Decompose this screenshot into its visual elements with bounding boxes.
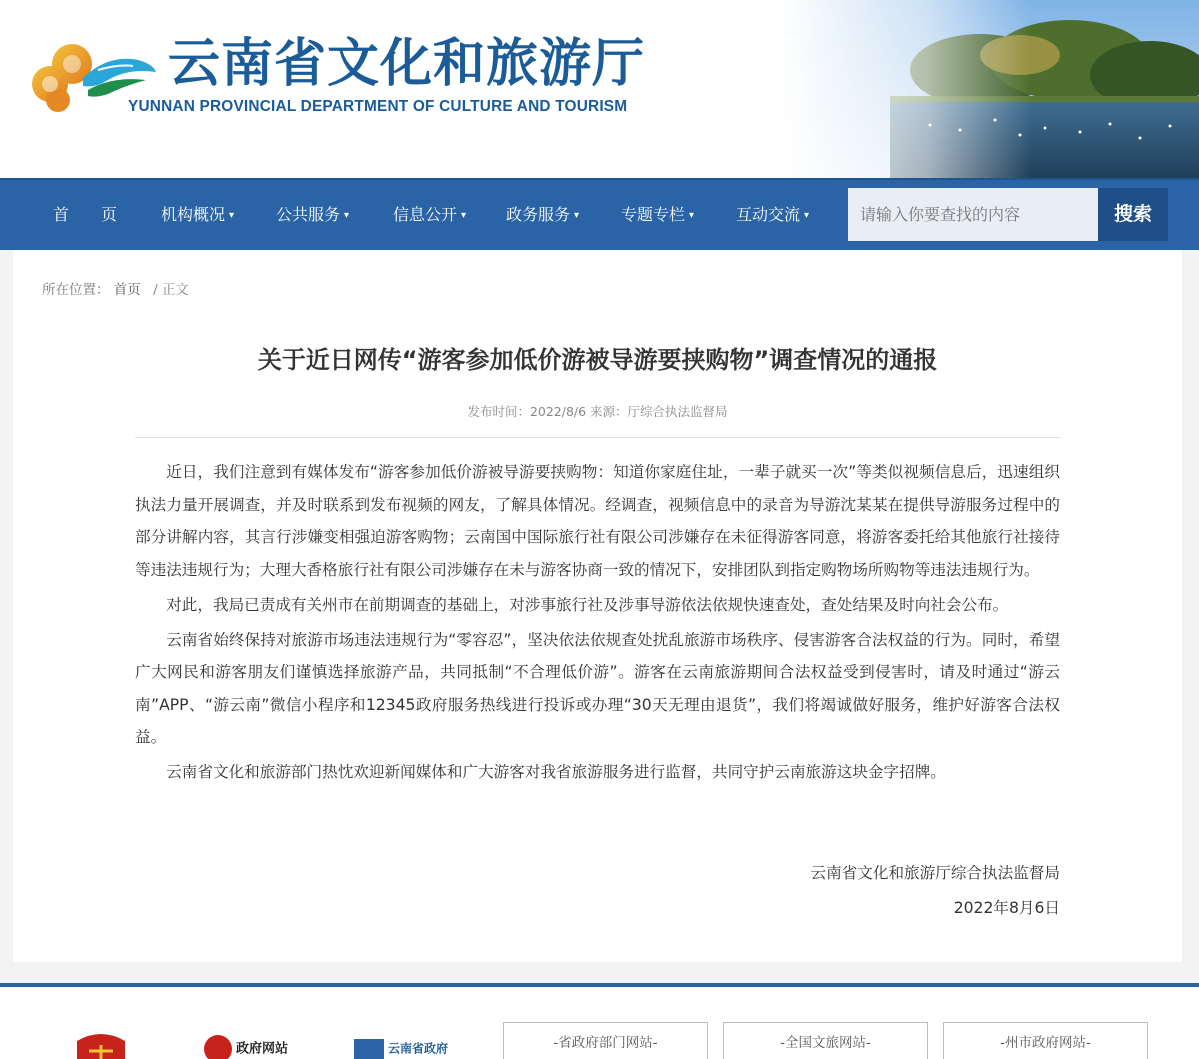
nav-item-label: 信息公开 — [393, 205, 458, 224]
yn-gov-link[interactable] — [354, 1039, 448, 1059]
article-title: 关于近日网传“游客参加低价游被导游要挟购物”调查情况的通报 — [257, 346, 938, 374]
nav-item-label: 机构概况 — [161, 205, 226, 224]
article-meta: 发布时间：2022/8/6 来源：厅综合执法监督局 — [467, 404, 728, 419]
caret-down-icon: ▾ — [344, 209, 350, 221]
yn-gov-label: 云南省政府 — [388, 1041, 449, 1056]
article-paragraph: 云南省文化和旅游部门热忱欢迎新闻媒体和广大游客对我省旅游服务进行监督，共同守护云南旅游这块金字招牌。 — [166, 763, 946, 781]
title-divider — [135, 437, 1060, 438]
nav-item-label: 互动交流 — [736, 205, 801, 224]
nav-item-label: 公共服务 — [276, 205, 341, 224]
signature-date: 2022年8月6日 — [953, 899, 1060, 917]
breadcrumb-prefix: 所在位置： — [42, 282, 110, 298]
nav-item-label: 首 页 — [53, 205, 118, 224]
article-paragraph: 对此，我局已责成有关州市在前期调查的基础上，对涉事旅行社及涉事导游依法依规快速查处，查处结果及时向社会公布。 — [166, 595, 1009, 614]
site-title-cn: 云南省文化和旅游厅 — [168, 34, 646, 94]
search-input[interactable] — [848, 188, 1098, 241]
nav-item-public-service[interactable] — [276, 180, 349, 250]
yn-gov-icon — [354, 1039, 384, 1059]
article-panel — [13, 250, 1182, 962]
caret-down-icon: ▾ — [229, 209, 235, 221]
select-province-dept-sites[interactable]: -省政府部门网站- — [503, 1022, 708, 1059]
gov-site-link[interactable] — [204, 1035, 288, 1059]
article-paragraph: 云南省始终保持对旅游市场违法违规行为“零容忍”，坚决依法依规查处扰乱旅游市场秩序、侵害游客合法权益的行为。同时，希望广大网民和游客朋友们谨慎选择旅游产品，共同抵制“不合理低价游”。游客在云南旅游期间合法权益受到侵害时，请及时通过“游云南”APP、“游云南”微信小程序和12345政府服务热线进行投诉或办理“30天无理由退货”，我们将竭诚做好服务，维护好游客合法权益。 — [135, 630, 1060, 746]
select-national-tourism-sites[interactable]: -全国文旅网站- — [723, 1022, 928, 1059]
site-footer — [0, 987, 1199, 1059]
article-body — [135, 456, 1060, 791]
nav-item-home[interactable] — [53, 180, 117, 250]
select-prefecture-gov-sites[interactable]: -州市政府网站- — [943, 1022, 1148, 1059]
caret-down-icon: ▾ — [804, 209, 810, 221]
article-paragraph: 近日，我们注意到有媒体发布“游客参加低价游被导游要挟购物：知道你家庭住址，一辈子就买一次”等类似视频信息后，迅速组织执法力量开展调查，并及时联系到发布视频的网友，了解具体情况。经调查，视频信息中的录音为导游沈某某在提供导游服务过程中的部分讲解内容，其言行涉嫌变相强迫游客购物；云南国中国际旅行社有限公司涉嫌存在未征得游客同意，将游客委托给其他旅行社接待等违法违规行为；大理大香格旅行社有限公司涉嫌存在未与游客协商一致的情况下，安排团队到指定购物场所购物等违法违规行为。 — [135, 463, 1060, 579]
signature-org: 云南省文化和旅游厅综合执法监督局 — [810, 864, 1060, 882]
site-title-en: YUNNAN PROVINCIAL DEPARTMENT OF CULTURE AND TOURISM — [128, 98, 628, 115]
breadcrumb-current: / 正文 — [153, 282, 189, 298]
site-header — [0, 0, 1199, 178]
caret-down-icon: ▾ — [574, 209, 580, 221]
main-nav — [0, 178, 1199, 250]
nav-item-label: 专题专栏 — [621, 205, 686, 224]
caret-down-icon: ▾ — [461, 209, 467, 221]
nav-item-label: 政务服务 — [506, 205, 571, 224]
gov-site-icon — [204, 1035, 232, 1059]
breadcrumb — [42, 278, 191, 298]
nav-item-organization[interactable] — [161, 180, 234, 250]
nav-item-interaction[interactable] — [736, 180, 809, 250]
gov-site-label: 政府网站 — [236, 1041, 289, 1057]
search-button[interactable]: 搜索 — [1098, 188, 1168, 241]
article-signature — [810, 856, 1060, 926]
nav-item-info-disclosure[interactable] — [393, 180, 466, 250]
nav-item-special-topics[interactable] — [621, 180, 694, 250]
lake-banner-image — [780, 0, 1199, 178]
party-emblem-icon[interactable] — [75, 1031, 127, 1059]
breadcrumb-home-link[interactable]: 首页 — [113, 282, 141, 298]
nav-item-gov-service[interactable] — [506, 180, 579, 250]
caret-down-icon: ▾ — [689, 209, 695, 221]
